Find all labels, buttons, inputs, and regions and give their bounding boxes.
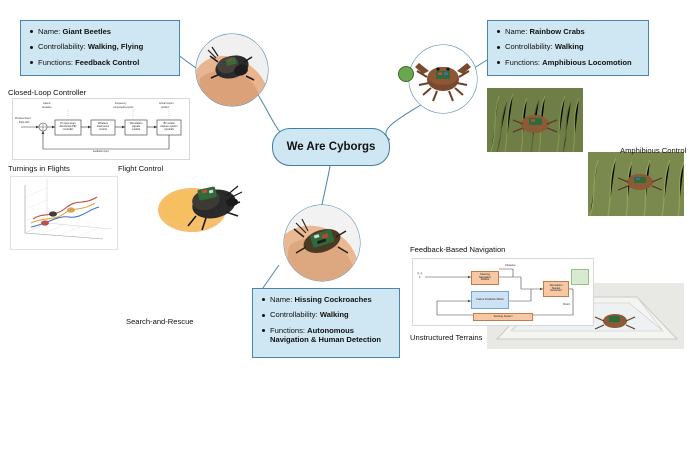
diagram-block: PI open-loop/ directional PID controller bbox=[59, 122, 77, 131]
diagram-closed-loop-controller bbox=[12, 98, 190, 160]
callout-item-value: Amphibious Locomotion bbox=[542, 57, 632, 67]
callout-item-key: Functions: bbox=[270, 325, 306, 335]
diagram-block: Wireless electronics control bbox=[96, 122, 110, 131]
diagram-label: Predetermined bbox=[15, 117, 31, 120]
caption-turnings-in-flights: Turnings in Flights bbox=[8, 164, 70, 173]
caption-closed-loop-controller: Closed-Loop Controller bbox=[8, 88, 87, 97]
photo-flying-beetle bbox=[140, 172, 260, 244]
diagram-label: Frequency bbox=[115, 102, 127, 105]
diagram-label: (x, y) bbox=[417, 272, 423, 275]
plot-turnings-in-flights bbox=[10, 176, 118, 250]
caption-amphibious-control: Amphibious Control bbox=[620, 146, 687, 155]
caption-feedback-based-navigation: Feedback-Based Navigation bbox=[410, 245, 506, 254]
callout-item bbox=[261, 326, 391, 345]
callout-item bbox=[29, 58, 171, 67]
diagram-label: Lateral bbox=[43, 102, 51, 105]
callout-item bbox=[496, 58, 640, 67]
callout-item bbox=[496, 42, 640, 51]
callout-item-key: Name: bbox=[505, 27, 528, 36]
diagram-label: flight path bbox=[19, 120, 30, 124]
diagram-label: computed/set-point bbox=[113, 105, 134, 109]
callout-item-value: Giant Beetles bbox=[62, 27, 112, 36]
callout-item bbox=[29, 42, 171, 51]
callout-item-key: Name: bbox=[38, 27, 61, 36]
diagram-block: 3D motion capture system (optical) bbox=[160, 122, 178, 131]
photo-rainbow-crab bbox=[409, 45, 477, 113]
diagram-block: Stimulation Signals Generator bbox=[543, 281, 569, 297]
callout-item-key: Controllability: bbox=[505, 42, 553, 52]
photo-crab-grass-right bbox=[588, 152, 684, 216]
center-node bbox=[272, 128, 390, 166]
callout-item-key: Controllability: bbox=[38, 42, 86, 52]
photo-hissing-cockroach-on-hand bbox=[284, 205, 360, 281]
diagram-label: Motion bbox=[563, 303, 571, 306]
callout-rainbow-crabs bbox=[487, 20, 649, 76]
callout-item-value: Feedback Control bbox=[75, 57, 140, 67]
callout-item bbox=[261, 295, 391, 304]
callout-giant-beetles bbox=[20, 20, 180, 76]
callout-item-value: Rainbow Crabs bbox=[529, 27, 585, 36]
photo-crab-grass-left bbox=[487, 88, 583, 152]
callout-item-value: Walking bbox=[319, 310, 349, 320]
diagram-feedback-based-navigation bbox=[412, 258, 594, 326]
callout-item-value: Walking, Flying bbox=[87, 42, 144, 52]
callout-item bbox=[261, 310, 391, 319]
diagram-label: Actual motion bbox=[159, 102, 174, 105]
caption-search-and-rescue: Search-and-Rescue bbox=[126, 317, 194, 326]
caption-unstructured-terrains: Unstructured Terrains bbox=[410, 333, 483, 342]
diagram-block-robot bbox=[571, 269, 589, 285]
callout-hissing-cockroaches bbox=[252, 288, 400, 358]
callout-item bbox=[29, 27, 171, 36]
callout-item bbox=[496, 27, 640, 36]
diagram-block: Failure Prediction Block bbox=[471, 291, 509, 309]
diagram-label: Obstacles bbox=[505, 264, 516, 267]
diagram-block: Stimulation signals module bbox=[129, 122, 143, 131]
callout-item-value: Autonomous Navigation & Human Detection bbox=[270, 325, 381, 345]
callout-item-value: Hissing Cockroaches bbox=[294, 295, 372, 304]
diagram-block: Steering Navigation Module bbox=[471, 271, 499, 285]
diagram-label: θ bbox=[419, 276, 421, 279]
photo-giant-beetle-on-hand bbox=[196, 34, 268, 106]
photo-circuit-chip bbox=[398, 66, 414, 82]
diagram-block: Sensing System bbox=[473, 313, 533, 321]
callout-item-value: Walking bbox=[554, 42, 584, 52]
center-node-label: We Are Cyborgs bbox=[286, 141, 376, 153]
caption-flight-control: Flight Control bbox=[118, 164, 164, 173]
diagram-label: deviation bbox=[42, 105, 52, 109]
callout-item-key: Functions: bbox=[38, 57, 74, 67]
callout-item-key: Functions: bbox=[505, 57, 541, 67]
diagram-label: position bbox=[161, 105, 170, 109]
callout-item-key: Controllability: bbox=[270, 310, 318, 320]
callout-item-key: Name: bbox=[270, 295, 293, 304]
diagram-label: feedback input bbox=[93, 150, 109, 153]
